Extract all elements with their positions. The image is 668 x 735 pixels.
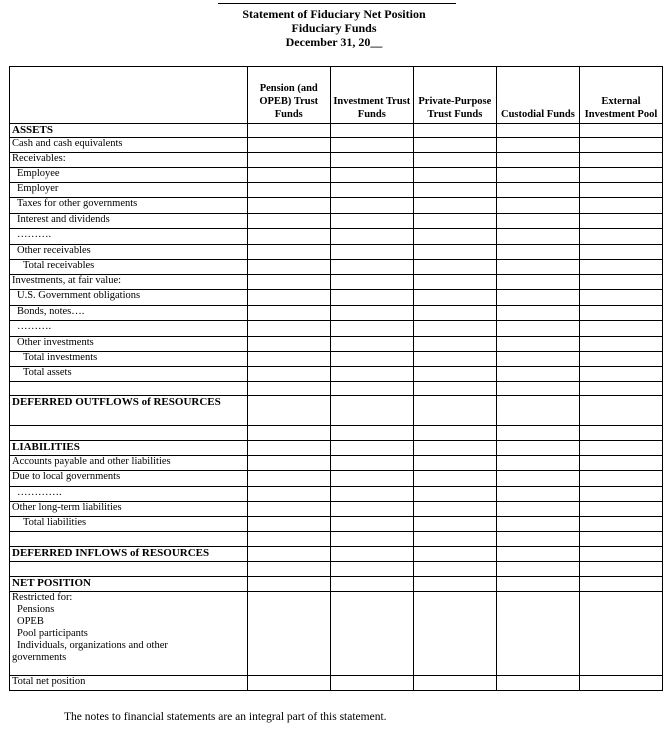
value-cell <box>247 321 330 337</box>
value-cell <box>413 396 496 426</box>
table-row <box>10 290 663 306</box>
value-cell <box>330 502 413 517</box>
value-cell <box>579 396 662 426</box>
value-cell <box>413 456 496 471</box>
value-cell <box>247 426 330 441</box>
value-cell <box>579 676 662 691</box>
value-cell <box>330 396 413 426</box>
value-cell <box>247 138 330 153</box>
value-cell <box>413 517 496 532</box>
header-private-purpose-trust-funds: Private-Purpose Trust Funds <box>413 67 496 124</box>
value-cell <box>330 441 413 456</box>
table-row <box>10 138 663 153</box>
value-cell <box>496 577 579 592</box>
value-cell <box>330 306 413 321</box>
value-cell <box>579 260 662 275</box>
value-cell <box>247 502 330 517</box>
value-cell <box>330 562 413 577</box>
value-cell <box>247 367 330 382</box>
value-cell <box>579 229 662 245</box>
table-row <box>10 441 663 456</box>
value-cell <box>413 577 496 592</box>
statement-subtitle: Fiduciary Funds <box>291 21 377 35</box>
value-cell <box>330 337 413 352</box>
value-cell <box>579 245 662 260</box>
value-cell <box>330 382 413 396</box>
value-cell <box>413 471 496 487</box>
row-label: Investments, at fair value: <box>10 275 248 290</box>
value-cell <box>579 214 662 229</box>
table-row <box>10 367 663 382</box>
value-cell <box>413 168 496 183</box>
row-label: Employee <box>10 168 248 183</box>
value-cell <box>496 441 579 456</box>
value-cell <box>579 487 662 502</box>
table-row <box>10 337 663 352</box>
value-cell <box>247 275 330 290</box>
value-cell <box>496 367 579 382</box>
value-cell <box>330 367 413 382</box>
value-cell <box>413 245 496 260</box>
value-cell <box>247 214 330 229</box>
row-label: Accounts payable and other liabilities <box>10 456 248 471</box>
table-row <box>10 183 663 198</box>
value-cell <box>413 321 496 337</box>
row-label <box>10 592 248 676</box>
value-cell <box>247 245 330 260</box>
value-cell <box>247 124 330 138</box>
row-label: Cash and cash equivalents <box>10 138 248 153</box>
value-cell <box>496 396 579 426</box>
fiduciary-net-position-table <box>9 66 663 691</box>
value-cell <box>579 382 662 396</box>
row-label-line: Restricted for: <box>12 592 73 603</box>
footnote: The notes to financial statements are an integral part of this statement. <box>64 711 387 723</box>
value-cell <box>330 426 413 441</box>
value-cell <box>330 592 413 676</box>
value-cell <box>579 517 662 532</box>
value-cell <box>579 352 662 367</box>
value-cell <box>413 426 496 441</box>
value-cell <box>247 471 330 487</box>
table-row <box>10 229 663 245</box>
value-cell <box>413 592 496 676</box>
value-cell <box>496 306 579 321</box>
value-cell <box>413 306 496 321</box>
value-cell <box>247 382 330 396</box>
value-cell <box>330 290 413 306</box>
value-cell <box>247 198 330 214</box>
table-row <box>10 275 663 290</box>
value-cell <box>413 676 496 691</box>
table-row <box>10 577 663 592</box>
value-cell <box>496 676 579 691</box>
value-cell <box>330 487 413 502</box>
header-pension-opeb-trust-funds: Pension (and OPEB) Trust Funds <box>247 67 330 124</box>
row-label: Other receivables <box>10 245 248 260</box>
table-row <box>10 396 663 426</box>
value-cell <box>579 562 662 577</box>
row-label: Total investments <box>10 352 248 367</box>
value-cell <box>413 275 496 290</box>
row-label: Total assets <box>10 367 248 382</box>
row-label-line: Pool participants <box>17 628 88 639</box>
row-label: DEFERRED INFLOWS of RESOURCES <box>10 547 248 562</box>
value-cell <box>330 517 413 532</box>
table-row <box>10 352 663 367</box>
row-label: Employer <box>10 183 248 198</box>
value-cell <box>247 153 330 168</box>
value-cell <box>413 198 496 214</box>
table-row <box>10 502 663 517</box>
value-cell <box>247 547 330 562</box>
value-cell <box>413 183 496 198</box>
value-cell <box>496 275 579 290</box>
row-label-line: governments <box>12 652 67 663</box>
value-cell <box>579 153 662 168</box>
value-cell <box>413 337 496 352</box>
value-cell <box>413 153 496 168</box>
value-cell <box>579 532 662 547</box>
value-cell <box>330 275 413 290</box>
value-cell <box>330 198 413 214</box>
value-cell <box>579 577 662 592</box>
table-body <box>10 124 663 691</box>
value-cell <box>496 426 579 441</box>
value-cell <box>579 124 662 138</box>
value-cell <box>247 532 330 547</box>
value-cell <box>330 321 413 337</box>
value-cell <box>496 352 579 367</box>
table-row <box>10 382 663 396</box>
value-cell <box>496 382 579 396</box>
value-cell <box>496 592 579 676</box>
value-cell <box>579 547 662 562</box>
row-label: ………. <box>10 229 248 245</box>
row-label: ………. <box>10 321 248 337</box>
value-cell <box>330 214 413 229</box>
row-label: Total net position <box>10 676 248 691</box>
table-row <box>10 592 663 676</box>
value-cell <box>247 517 330 532</box>
title-rule <box>218 3 456 4</box>
value-cell <box>413 562 496 577</box>
value-cell <box>330 245 413 260</box>
value-cell <box>247 396 330 426</box>
header-external-investment-pool: External Investment Pool <box>579 67 662 124</box>
value-cell <box>330 138 413 153</box>
value-cell <box>413 532 496 547</box>
table-row <box>10 198 663 214</box>
row-label <box>10 426 248 441</box>
row-label: Due to local governments <box>10 471 248 487</box>
value-cell <box>247 592 330 676</box>
table-row <box>10 426 663 441</box>
value-cell <box>330 124 413 138</box>
table-row <box>10 168 663 183</box>
value-cell <box>330 153 413 168</box>
table-row <box>10 471 663 487</box>
value-cell <box>579 456 662 471</box>
row-label: …………. <box>10 487 248 502</box>
value-cell <box>413 290 496 306</box>
value-cell <box>496 337 579 352</box>
value-cell <box>579 502 662 517</box>
table-row <box>10 487 663 502</box>
value-cell <box>496 214 579 229</box>
row-label: Receivables: <box>10 153 248 168</box>
value-cell <box>330 471 413 487</box>
value-cell <box>247 487 330 502</box>
table-row <box>10 321 663 337</box>
value-cell <box>413 547 496 562</box>
row-label <box>10 562 248 577</box>
table-row <box>10 245 663 260</box>
value-cell <box>496 153 579 168</box>
statement-date: December 31, 20__ <box>285 35 383 49</box>
value-cell <box>579 471 662 487</box>
value-cell <box>413 352 496 367</box>
value-cell <box>247 456 330 471</box>
value-cell <box>579 183 662 198</box>
row-label: Total receivables <box>10 260 248 275</box>
row-label: Bonds, notes…. <box>10 306 248 321</box>
value-cell <box>413 441 496 456</box>
value-cell <box>579 592 662 676</box>
table-row <box>10 153 663 168</box>
row-label: ASSETS <box>10 124 248 138</box>
value-cell <box>579 275 662 290</box>
value-cell <box>496 532 579 547</box>
statement-title: Statement of Fiduciary Net Position <box>242 7 426 21</box>
value-cell <box>330 532 413 547</box>
row-label: Taxes for other governments <box>10 198 248 214</box>
value-cell <box>247 352 330 367</box>
header-custodial-funds: Custodial Funds <box>496 67 579 124</box>
value-cell <box>330 260 413 275</box>
value-cell <box>496 260 579 275</box>
value-cell <box>247 441 330 456</box>
value-cell <box>579 321 662 337</box>
value-cell <box>413 487 496 502</box>
value-cell <box>496 562 579 577</box>
row-label-line: OPEB <box>17 616 44 627</box>
value-cell <box>579 367 662 382</box>
value-cell <box>496 168 579 183</box>
row-label: Other investments <box>10 337 248 352</box>
value-cell <box>330 229 413 245</box>
table-row <box>10 676 663 691</box>
value-cell <box>247 676 330 691</box>
value-cell <box>496 517 579 532</box>
value-cell <box>496 198 579 214</box>
row-label: LIABILITIES <box>10 441 248 456</box>
table-row <box>10 562 663 577</box>
value-cell <box>247 337 330 352</box>
row-label: U.S. Government obligations <box>10 290 248 306</box>
value-cell <box>413 229 496 245</box>
value-cell <box>413 367 496 382</box>
value-cell <box>330 168 413 183</box>
value-cell <box>496 321 579 337</box>
header-investment-trust-funds: Investment Trust Funds <box>330 67 413 124</box>
table-row <box>10 306 663 321</box>
value-cell <box>413 214 496 229</box>
table-row <box>10 532 663 547</box>
value-cell <box>496 471 579 487</box>
value-cell <box>247 183 330 198</box>
value-cell <box>579 426 662 441</box>
value-cell <box>496 502 579 517</box>
value-cell <box>330 577 413 592</box>
value-cell <box>496 290 579 306</box>
table-row <box>10 124 663 138</box>
value-cell <box>330 183 413 198</box>
value-cell <box>247 577 330 592</box>
value-cell <box>247 562 330 577</box>
table-header-row <box>10 67 663 124</box>
value-cell <box>330 456 413 471</box>
value-cell <box>330 352 413 367</box>
value-cell <box>496 138 579 153</box>
row-label: NET POSITION <box>10 577 248 592</box>
value-cell <box>496 245 579 260</box>
value-cell <box>579 198 662 214</box>
row-label-line: Pensions <box>17 604 55 615</box>
value-cell <box>579 441 662 456</box>
row-label <box>10 382 248 396</box>
value-cell <box>247 260 330 275</box>
value-cell <box>496 183 579 198</box>
value-cell <box>413 138 496 153</box>
value-cell <box>496 124 579 138</box>
table-row <box>10 517 663 532</box>
value-cell <box>579 337 662 352</box>
value-cell <box>413 502 496 517</box>
value-cell <box>247 290 330 306</box>
value-cell <box>496 487 579 502</box>
value-cell <box>247 306 330 321</box>
table-row <box>10 214 663 229</box>
table-row <box>10 260 663 275</box>
table-row <box>10 456 663 471</box>
row-label-line: Individuals, organizations and other <box>17 640 168 651</box>
value-cell <box>413 124 496 138</box>
value-cell <box>413 260 496 275</box>
header-label-column <box>10 67 248 124</box>
row-label: DEFERRED OUTFLOWS of RESOURCES <box>10 396 248 426</box>
value-cell <box>496 547 579 562</box>
row-label: Total liabilities <box>10 517 248 532</box>
value-cell <box>496 456 579 471</box>
value-cell <box>496 229 579 245</box>
value-cell <box>579 168 662 183</box>
row-label <box>10 532 248 547</box>
value-cell <box>247 229 330 245</box>
table-row <box>10 547 663 562</box>
value-cell <box>579 306 662 321</box>
row-label: Other long-term liabilities <box>10 502 248 517</box>
value-cell <box>579 290 662 306</box>
value-cell <box>330 676 413 691</box>
value-cell <box>413 382 496 396</box>
value-cell <box>247 168 330 183</box>
row-label: Interest and dividends <box>10 214 248 229</box>
value-cell <box>330 547 413 562</box>
value-cell <box>579 138 662 153</box>
